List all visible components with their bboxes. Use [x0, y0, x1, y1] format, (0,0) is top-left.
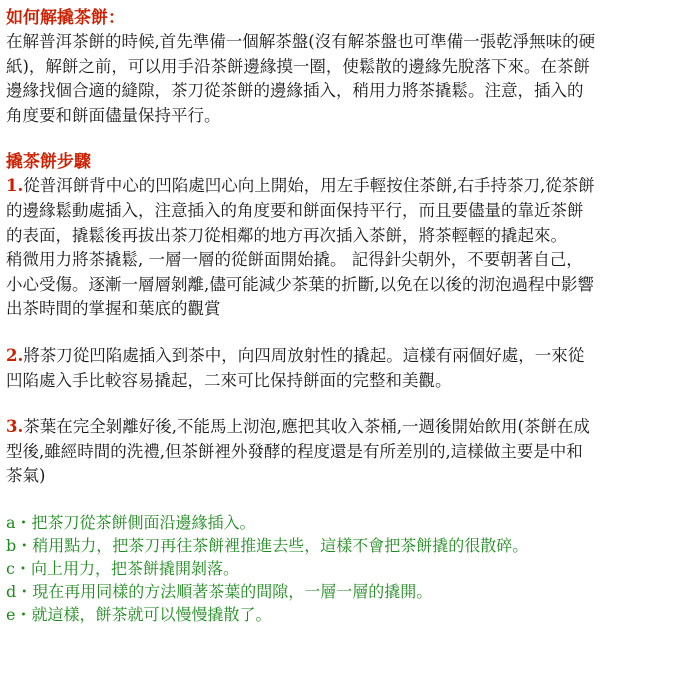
- summary-item-c: c・向上用力，把茶餅撬開剝落。: [6, 558, 239, 578]
- summary-item-d: d・現在再用同樣的方法順著茶葉的間隙，一層一層的撬開。: [6, 581, 433, 601]
- step-2-text: 將茶刀從凹陷處插入到茶中，向四周放射性的撬起。這樣有兩個好處，一來從: [23, 345, 585, 365]
- step-1-text: 從普洱餅背中心的凹陷處凹心向上開始，用左手輕按住茶餅,右手持茶刀,從茶餅: [23, 176, 595, 196]
- step-2-line: 凹陷處入手比較容易撬起，二來可比保持餅面的完整和美觀。: [6, 370, 452, 390]
- intro-paragraph: [6, 30, 696, 128]
- step-1-line: 的邊緣鬆動處插入，注意插入的角度要和餅面保持平行，而且要儘量的靠近茶餅: [6, 200, 584, 220]
- step-3-number: 3.: [6, 417, 24, 437]
- step-1-line: 出茶時間的掌握和葉底的觀賞: [6, 299, 221, 319]
- intro-line: 在解普洱茶餅的時候,首先準備一個解茶盤(沒有解茶盤也可準備一張乾淨無味的硬: [6, 32, 596, 51]
- step-3-line: 茶氣): [6, 466, 46, 486]
- step-2-paragraph: [6, 344, 696, 393]
- step-3-line: 型後,雖經時間的洗禮,但茶餅裡外發酵的程度還是有所差別的,這樣做主要是中和: [6, 441, 583, 461]
- step-3-line: [6, 415, 696, 440]
- section-heading-how-to-pry: 如何解撬茶餅：: [6, 8, 125, 28]
- step-3-text: 茶葉在完全剝離好後,不能馬上沏泡,應把其收入茶桶,一週後開始飲用(茶餅在成: [23, 417, 590, 437]
- intro-line: 紙)，解餅之前，可以用手沿茶餅邊緣摸一圈，使鬆散的邊緣先脫落下來。在茶餅: [6, 56, 590, 76]
- step-2-line: [6, 344, 696, 369]
- summary-item-a: a・把茶刀從茶餅側面沿邊緣插入。: [6, 512, 256, 532]
- step-1-number: 1.: [6, 176, 24, 196]
- summary-list: [6, 511, 696, 626]
- article: [6, 6, 696, 626]
- step-3-paragraph: [6, 415, 696, 489]
- step-1-line: 稍微用力將茶撬鬆, 一層一層的從餅面開始撬。 記得針尖朝外，不要朝著自己，: [6, 250, 583, 270]
- summary-item-e: e・就這樣，餅茶就可以慢慢撬散了。: [6, 604, 272, 624]
- step-1-line: [6, 174, 696, 199]
- intro-line: 角度要和餅面儘量保持平行。: [6, 105, 221, 125]
- step-2-number: 2.: [6, 345, 24, 365]
- intro-line: 邊緣找個合適的縫隙，茶刀從茶餅的邊緣插入，稍用力將茶撬鬆。注意，插入的: [6, 81, 584, 101]
- step-1-line: 的表面，撬鬆後再拔出茶刀從相鄰的地方再次插入茶餅，將茶輕輕的撬起來。: [6, 225, 567, 245]
- step-1-paragraph: [6, 174, 696, 322]
- summary-item-b: b・稍用點力，把茶刀再往茶餅裡推進去些，這樣不會把茶餅撬的很散碎。: [6, 535, 529, 555]
- step-1-line: 小心受傷。逐漸一層層剝離,儘可能減少茶葉的折斷,以免在以後的沏泡過程中影響: [6, 274, 594, 294]
- section-heading-steps: 撬茶餅步驟: [6, 152, 91, 173]
